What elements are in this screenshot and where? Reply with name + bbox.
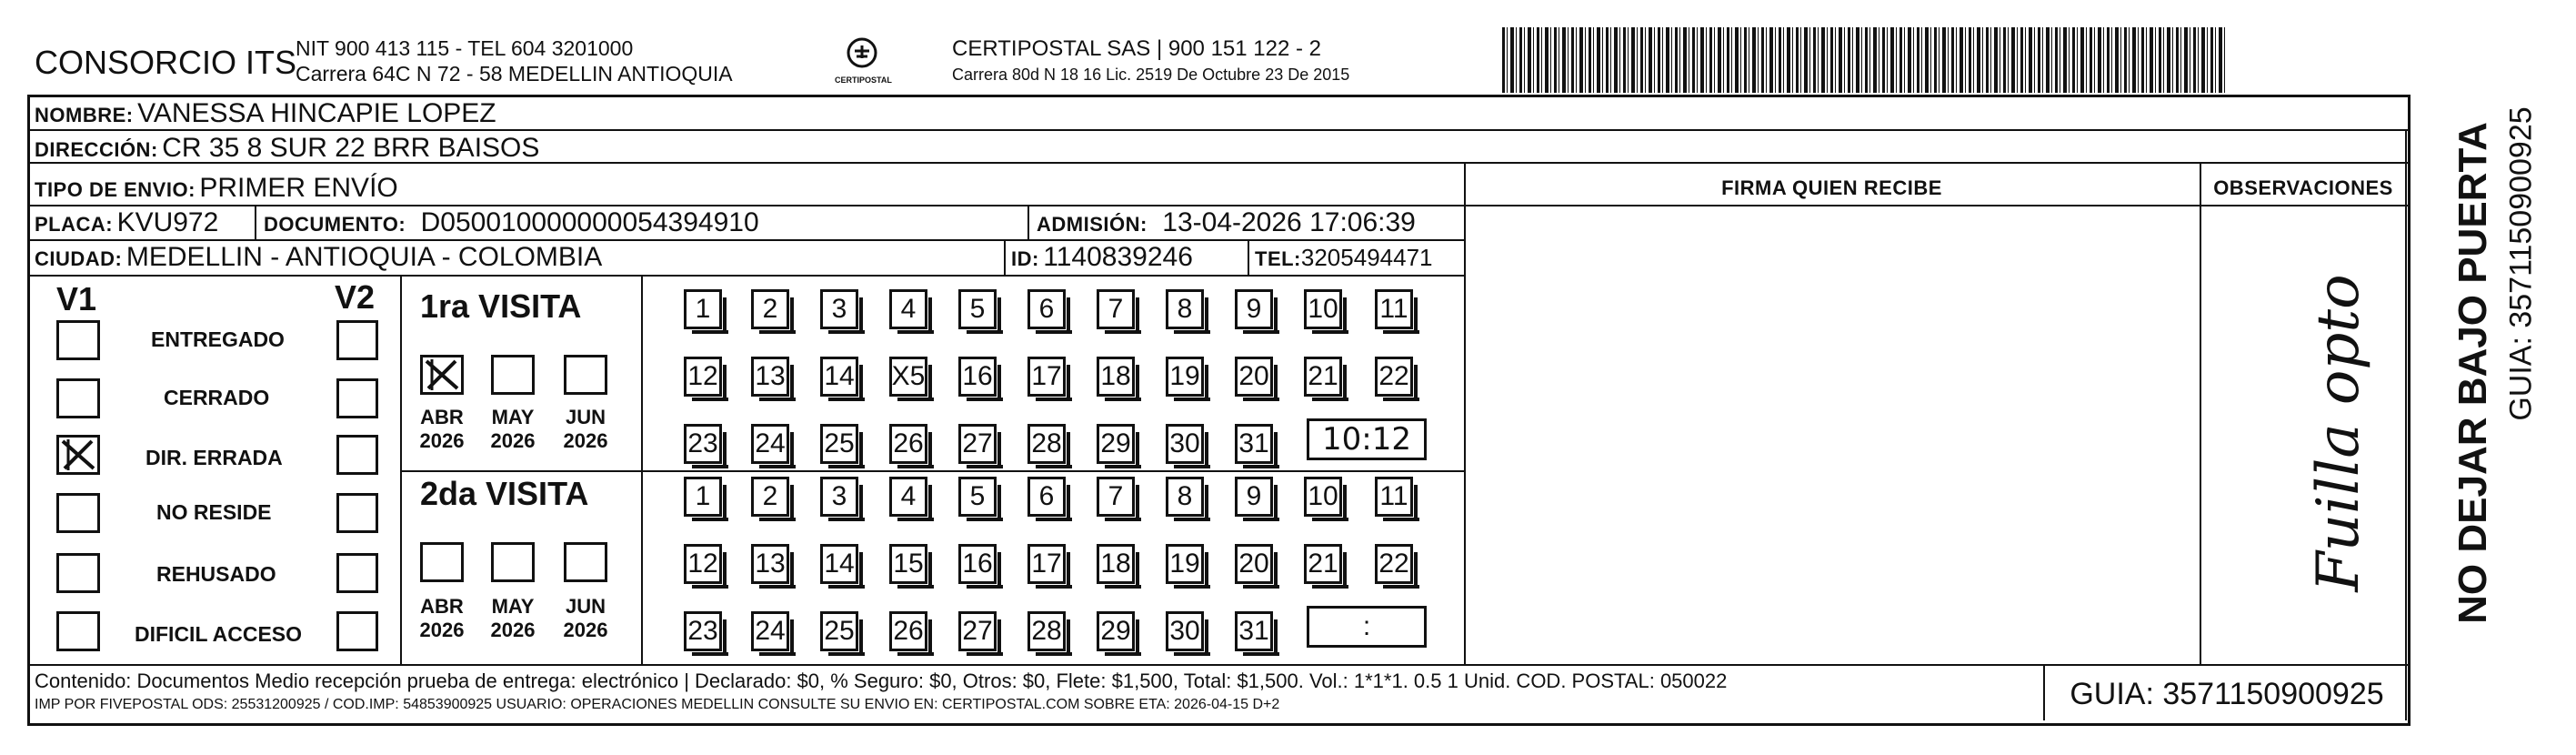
firma-area[interactable] (1466, 206, 2198, 662)
visita1-day-box[interactable]: 23 (684, 424, 722, 464)
visita2-day-box[interactable]: 9 (1235, 477, 1273, 517)
visita1-day-box[interactable]: 20 (1235, 357, 1273, 397)
admision-row (1037, 207, 1416, 238)
visita2-time-box[interactable] (1307, 606, 1427, 648)
visita2-day-box[interactable]: 18 (1097, 544, 1135, 584)
status-entregado: ENTREGADO (151, 327, 285, 351)
ciudad-value: MEDELLIN - ANTIOQUIA - COLOMBIA (125, 242, 603, 272)
no-dejar-bajo-puerta: NO DEJAR BAJO PUERTA (2451, 122, 2495, 624)
visita1-day-box[interactable]: 8 (1166, 289, 1204, 329)
tel-value: 3205494471 (1300, 244, 1433, 271)
visita2-day-box[interactable]: 22 (1375, 544, 1413, 584)
v2-checkbox-dificil-acceso[interactable] (336, 611, 378, 651)
visita1-day-box[interactable]: X5 (889, 357, 927, 397)
visita1-day-box[interactable]: 29 (1097, 424, 1135, 464)
visita2-day-box[interactable]: 25 (820, 611, 858, 651)
nombre-row (35, 98, 496, 129)
visita1-month-label: ABR 2026 (419, 406, 465, 452)
nombre-label: NOMBRE: (35, 104, 134, 126)
v1-checkbox-entregado[interactable] (56, 320, 100, 360)
divider (641, 275, 643, 664)
visita2-month-label: MAY 2026 (490, 595, 536, 641)
v2-checkbox-entregado[interactable] (336, 320, 378, 360)
visita2-day-box[interactable]: 3 (820, 477, 858, 517)
visita1-day-box[interactable]: 19 (1166, 357, 1204, 397)
visita1-day-box[interactable]: 21 (1304, 357, 1342, 397)
logo-text: CERTIPOSTAL (835, 76, 892, 85)
nombre-value: VANESSA HINCAPIE LOPEZ (137, 98, 496, 128)
visita1-day-box[interactable]: 25 (820, 424, 858, 464)
divider (27, 275, 1464, 277)
visita2-day-box[interactable]: 23 (684, 611, 722, 651)
v2-checkbox-no-reside[interactable] (336, 493, 378, 533)
tipo-value: PRIMER ENVÍO (199, 173, 398, 203)
v1-checkbox-no-reside[interactable] (56, 493, 100, 533)
visita2-day-box[interactable]: 27 (958, 611, 997, 651)
check-mark-icon (423, 357, 461, 392)
visita2-day-box[interactable]: 5 (958, 477, 997, 517)
certipostal-address: Carrera 80d N 18 16 Lic. 2519 De Octubre 23 De 2015 (952, 65, 1350, 84)
visita1-time-value: 10:12 (1322, 421, 1411, 458)
tipo-row (35, 173, 398, 204)
visita1-day-box[interactable]: 6 (1027, 289, 1066, 329)
visita2-month-label: JUN 2026 (563, 595, 608, 641)
visita1-day-box[interactable]: 14 (820, 357, 858, 397)
footer-imp: IMP POR FIVEPOSTAL ODS: 25531200925 / COD.IMP: 54853900925 USUARIO: OPERACIONES MEDELLIN CONSULTE SU ENVIO EN: CERTIPOSTAL.COM SOBRE ETA: 2026-04-15 D+2 (35, 697, 1280, 712)
visita2-day-box[interactable]: 10 (1304, 477, 1342, 517)
visita2-day-box[interactable]: 15 (889, 544, 927, 584)
visita1-day-box[interactable]: 12 (684, 357, 722, 397)
visita2-title: 2da VISITA (420, 475, 589, 512)
visita2-day-box[interactable]: 2 (751, 477, 789, 517)
visita1-month-label: MAY 2026 (490, 406, 536, 452)
visita1-day-box[interactable]: 2 (751, 289, 789, 329)
visita2-month-label: ABR 2026 (419, 595, 465, 641)
visita2-day-box[interactable]: 12 (684, 544, 722, 584)
visita2-day-box[interactable]: 28 (1027, 611, 1066, 651)
visita1-day-box[interactable]: 18 (1097, 357, 1135, 397)
v1-checkbox-dir-errada[interactable] (56, 435, 100, 475)
tel-row (1255, 244, 1433, 272)
visita1-title: 1ra VISITA (420, 287, 582, 325)
visita2-month-jun-checkbox[interactable] (564, 542, 607, 582)
direccion-value: CR 35 8 SUR 22 BRR BAISOS (162, 133, 540, 163)
divider (2405, 129, 2407, 720)
divider (27, 129, 2408, 131)
visita2-time-value: : (1362, 611, 1371, 641)
check-mark-icon (59, 438, 97, 472)
direccion-label: DIRECCIÓN: (35, 138, 158, 161)
firma-header: FIRMA QUIEN RECIBE (1721, 176, 1942, 199)
company-address: Carrera 64C N 72 - 58 MEDELLIN ANTIOQUIA (296, 62, 733, 86)
visita1-day-box[interactable]: 3 (820, 289, 858, 329)
status-dificil-acceso: DIFICIL ACCESO (135, 622, 303, 646)
visita1-day-box[interactable]: 5 (958, 289, 997, 329)
direccion-row (35, 133, 539, 164)
divider (1248, 239, 1249, 275)
footer-contenido: Contenido: Documentos Medio recepción prueba de entrega: electrónico | Declarado: $0, % Seguro: $0, Otros: $0, Flete: $1,500, Total: $1,500. Vol.: 1*1*1. 0.5 1 Unid. COD. POSTAL: 050022 (35, 669, 1728, 692)
documento-value: D050010000000054394910 (420, 207, 759, 237)
tipo-label: TIPO DE ENVIO: (35, 178, 195, 201)
handwritten-observation: Fuilla opto (2305, 274, 2372, 592)
visita2-day-box[interactable]: 1 (684, 477, 722, 517)
visita2-day-box[interactable]: 21 (1304, 544, 1342, 584)
visita2-day-box[interactable]: 11 (1375, 477, 1413, 517)
divider (255, 205, 256, 239)
visita2-day-box[interactable]: 24 (751, 611, 789, 651)
visita1-day-box[interactable]: 7 (1097, 289, 1135, 329)
visita1-time-box[interactable] (1307, 418, 1427, 460)
id-row (1011, 242, 1193, 273)
visita1-day-box[interactable]: 9 (1235, 289, 1273, 329)
visita1-day-box[interactable]: 16 (958, 357, 997, 397)
admision-value: 13-04-2026 17:06:39 (1162, 207, 1416, 237)
ciudad-label: CIUDAD: (35, 247, 123, 270)
id-label: ID: (1011, 247, 1039, 270)
visita2-day-box[interactable]: 6 (1027, 477, 1066, 517)
visita1-month-jun-checkbox[interactable] (564, 355, 607, 395)
placa-value: KVU972 (116, 207, 219, 237)
visita1-day-box[interactable]: 10 (1304, 289, 1342, 329)
placa-row (35, 207, 218, 238)
visita2-day-box[interactable]: 30 (1166, 611, 1204, 651)
documento-label: DOCUMENTO: (264, 213, 406, 236)
visita1-day-box[interactable]: 17 (1027, 357, 1066, 397)
certipostal-name: CERTIPOSTAL SAS | 900 151 122 - 2 (952, 36, 1321, 61)
certipostal-logo-icon (844, 35, 880, 71)
visita2-month-abr-checkbox[interactable] (420, 542, 464, 582)
barcode (1502, 27, 2225, 93)
id-value: 1140839246 (1043, 242, 1193, 272)
visita2-day-box[interactable]: 26 (889, 611, 927, 651)
visita1-month-may-checkbox[interactable] (491, 355, 535, 395)
visita2-day-box[interactable]: 4 (889, 477, 927, 517)
v1-header: V1 (56, 280, 97, 317)
visita2-day-box[interactable]: 31 (1235, 611, 1273, 651)
status-dir-errada: DIR. ERRADA (145, 446, 283, 469)
visita1-month-abr-checkbox[interactable] (420, 355, 464, 395)
visita2-month-may-checkbox[interactable] (491, 542, 535, 582)
certipostal-logo (835, 35, 892, 91)
visita2-day-box[interactable]: 7 (1097, 477, 1135, 517)
visita1-day-box[interactable]: 24 (751, 424, 789, 464)
placa-label: PLACA: (35, 213, 114, 236)
observaciones-header: OBSERVACIONES (2213, 176, 2393, 199)
visita2-day-box[interactable]: 29 (1097, 611, 1135, 651)
visita1-day-box[interactable]: 1 (684, 289, 722, 329)
visita2-day-box[interactable]: 8 (1166, 477, 1204, 517)
ciudad-row (35, 242, 602, 273)
visita1-day-box[interactable]: 27 (958, 424, 997, 464)
admision-label: ADMISIÓN: (1037, 213, 1148, 236)
visita2-day-box[interactable]: 17 (1027, 544, 1066, 584)
divider (400, 275, 402, 664)
side-guia: GUIA: 3571150900925 (2503, 106, 2539, 421)
v1-checkbox-rehusado[interactable] (56, 553, 100, 593)
divider (27, 664, 2408, 666)
visita1-month-label: JUN 2026 (563, 406, 608, 452)
divider (2043, 664, 2045, 720)
company-name: CONSORCIO ITS (35, 44, 297, 81)
divider (1027, 205, 1029, 239)
status-cerrado: CERRADO (164, 386, 270, 409)
divider (400, 470, 1464, 472)
visita1-day-box[interactable]: 26 (889, 424, 927, 464)
visita1-day-box[interactable]: 4 (889, 289, 927, 329)
visita1-day-box[interactable]: 22 (1375, 357, 1413, 397)
v2-checkbox-dir-errada[interactable] (336, 435, 378, 475)
v1-checkbox-dificil-acceso[interactable] (56, 611, 100, 651)
visita2-day-box[interactable]: 14 (820, 544, 858, 584)
visita1-day-box[interactable]: 28 (1027, 424, 1066, 464)
v2-checkbox-rehusado[interactable] (336, 553, 378, 593)
visita1-day-box[interactable]: 11 (1375, 289, 1413, 329)
visita2-day-box[interactable]: 16 (958, 544, 997, 584)
v2-checkbox-cerrado[interactable] (336, 378, 378, 418)
footer-guia: GUIA: 3571150900925 (2070, 677, 2384, 711)
visita1-day-box[interactable]: 13 (751, 357, 789, 397)
visita2-day-box[interactable]: 13 (751, 544, 789, 584)
tel-label: TEL: (1255, 247, 1301, 270)
status-no-reside: NO RESIDE (156, 500, 272, 524)
status-rehusado: REHUSADO (156, 562, 276, 586)
visita1-day-box[interactable]: 30 (1166, 424, 1204, 464)
visita1-day-box[interactable]: 31 (1235, 424, 1273, 464)
visita2-day-box[interactable]: 20 (1235, 544, 1273, 584)
documento-row (264, 207, 759, 238)
company-nit-tel: NIT 900 413 115 - TEL 604 3201000 (296, 36, 634, 60)
visita2-day-box[interactable]: 19 (1166, 544, 1204, 584)
v2-header: V2 (335, 278, 376, 316)
v1-checkbox-cerrado[interactable] (56, 378, 100, 418)
divider (1004, 239, 1006, 275)
